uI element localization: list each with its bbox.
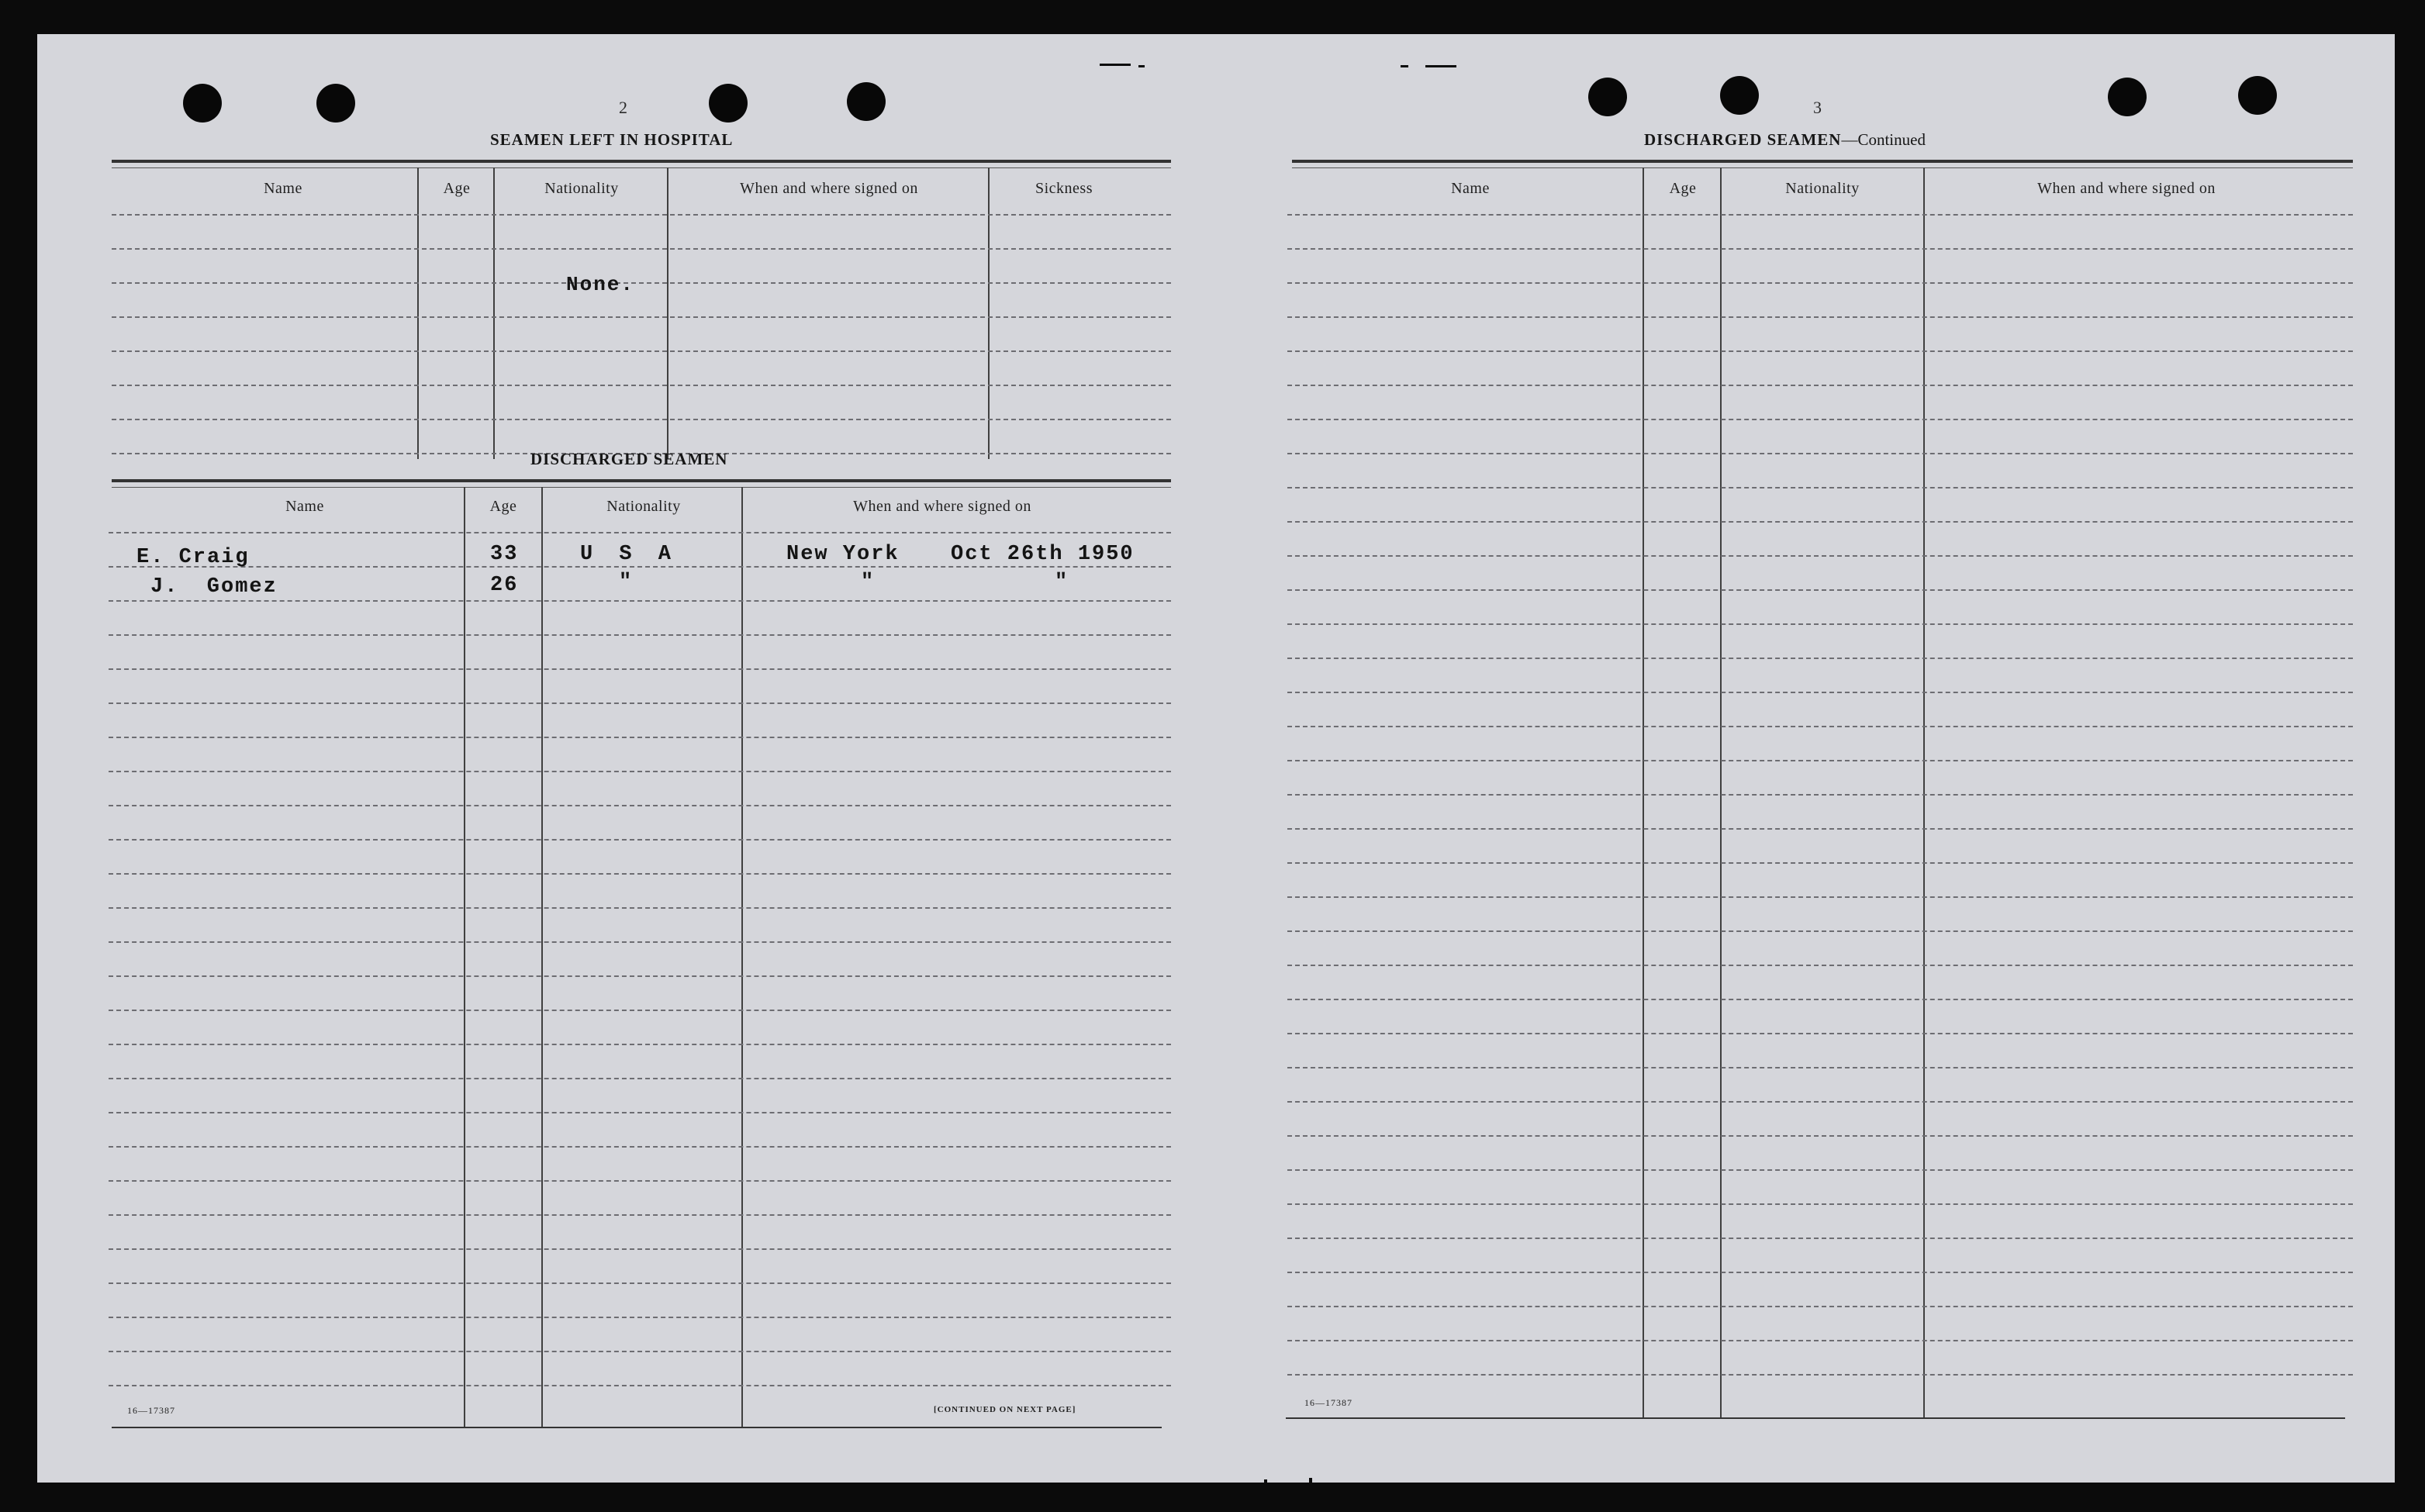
right-top-rule xyxy=(1292,160,2353,163)
hospital-top-rule xyxy=(112,160,1171,163)
table-row-line xyxy=(1287,419,2353,420)
punch-hole xyxy=(316,84,355,123)
right-col-nationality: Nationality xyxy=(1785,180,1860,197)
continued-note: [CONTINUED ON NEXT PAGE] xyxy=(934,1405,1076,1414)
punch-hole xyxy=(2108,78,2147,116)
punch-hole xyxy=(2238,76,2277,115)
table-row-line xyxy=(1287,385,2353,386)
punch-hole xyxy=(709,84,748,123)
table-row-line xyxy=(1287,658,2353,659)
discharged-top-rule-thin xyxy=(112,487,1171,488)
hospital-row-line xyxy=(112,248,1171,250)
continued-title-suffix: —Continued xyxy=(1841,130,1926,149)
table-row-line xyxy=(1287,1169,2353,1171)
punch-hole xyxy=(1588,78,1627,116)
table-row-line xyxy=(1287,316,2353,318)
table-row-line xyxy=(1287,726,2353,727)
table-row-line xyxy=(1287,828,2353,830)
hospital-section-title: SEAMEN LEFT IN HOSPITAL xyxy=(490,130,734,149)
table-row-line xyxy=(1287,692,2353,693)
punch-hole xyxy=(183,84,222,123)
punch-hole xyxy=(847,82,886,121)
hospital-row-line xyxy=(112,282,1171,284)
table-row-line xyxy=(1287,1101,2353,1103)
discharged-col-name: Name xyxy=(285,498,324,515)
table-row-line xyxy=(109,1214,1171,1216)
discharged-top-rule xyxy=(112,479,1171,482)
table-row-line xyxy=(109,907,1171,909)
page-number-left: 2 xyxy=(619,98,628,117)
table-row-line xyxy=(109,1282,1171,1284)
table-row-line xyxy=(1287,623,2353,625)
table-row-line xyxy=(109,1248,1171,1250)
table-row-line xyxy=(109,668,1171,670)
entry-nationality: " xyxy=(619,571,634,594)
entry-place: New York xyxy=(786,543,900,566)
table-row-line xyxy=(109,1112,1171,1113)
table-row-line xyxy=(1287,1203,2353,1205)
table-row-line xyxy=(109,771,1171,772)
table-row-line xyxy=(1287,1374,2353,1376)
table-row-line xyxy=(1287,555,2353,557)
table-row-line xyxy=(1287,896,2353,898)
discharged-divider xyxy=(464,487,465,1428)
table-row-line xyxy=(1287,521,2353,523)
table-row-line xyxy=(109,1317,1171,1318)
table-row-line xyxy=(109,941,1171,943)
entry-age: 26 xyxy=(490,574,519,597)
hospital-divider xyxy=(988,167,990,459)
hospital-row-line xyxy=(112,316,1171,318)
table-row-line xyxy=(1287,1135,2353,1137)
table-row-line xyxy=(1287,248,2353,250)
hospital-col-nationality: Nationality xyxy=(544,180,619,197)
hospital-row-line xyxy=(112,385,1171,386)
table-row-line xyxy=(109,839,1171,841)
table-row-line xyxy=(1287,1033,2353,1034)
table-row-line xyxy=(109,1351,1171,1352)
form-number-left: 16—17387 xyxy=(127,1405,175,1416)
entry-nationality: U S A xyxy=(580,543,679,566)
page-number-right: 3 xyxy=(1813,98,1822,117)
table-row-line xyxy=(109,873,1171,875)
form-sheet xyxy=(37,34,2395,1483)
table-row-line xyxy=(1287,1306,2353,1307)
hospital-row-line xyxy=(112,214,1171,216)
scan-mark xyxy=(1100,64,1131,66)
continued-title-text: DISCHARGED SEAMEN xyxy=(1644,130,1842,149)
right-col-signed-on: When and where signed on xyxy=(2037,180,2216,197)
scan-mark xyxy=(1425,65,1456,67)
table-row-line xyxy=(1287,1067,2353,1068)
table-row-line xyxy=(109,1180,1171,1182)
table-row-line xyxy=(1287,1340,2353,1341)
hospital-top-rule-thin xyxy=(112,167,1171,168)
entry-age: 33 xyxy=(490,543,519,566)
hospital-row-line xyxy=(112,419,1171,420)
table-row-line xyxy=(109,1146,1171,1148)
right-bottom-rule xyxy=(1286,1417,2345,1419)
hospital-divider xyxy=(667,167,668,459)
table-row-line xyxy=(109,737,1171,738)
right-divider xyxy=(1720,167,1722,1419)
right-divider xyxy=(1923,167,1925,1419)
table-row-line xyxy=(109,600,1171,602)
entry-date: " xyxy=(1055,571,1069,594)
right-col-age: Age xyxy=(1669,180,1697,197)
table-row-line xyxy=(1287,999,2353,1000)
table-row-line xyxy=(1287,1238,2353,1239)
table-row-line xyxy=(1287,350,2353,352)
table-row-line xyxy=(1287,760,2353,761)
right-col-name: Name xyxy=(1451,180,1490,197)
scan-mark xyxy=(1264,1479,1267,1483)
discharged-divider xyxy=(741,487,743,1428)
form-number-right: 16—17387 xyxy=(1304,1397,1352,1408)
hospital-col-sickness: Sickness xyxy=(1035,180,1093,197)
discharged-col-age: Age xyxy=(489,498,517,515)
entry-name: E. Craig xyxy=(136,546,250,569)
entry-place: " xyxy=(861,571,876,594)
punch-hole xyxy=(1720,76,1759,115)
table-row-line xyxy=(109,805,1171,806)
discharged-bottom-rule xyxy=(112,1427,1162,1428)
continued-section-title xyxy=(1644,130,1926,150)
hospital-divider xyxy=(493,167,495,459)
table-row-line xyxy=(109,566,1171,568)
hospital-none-entry: None. xyxy=(566,273,635,296)
scan-mark xyxy=(1309,1478,1312,1483)
hospital-divider xyxy=(417,167,419,459)
discharged-divider xyxy=(541,487,543,1428)
table-row-line xyxy=(109,532,1171,533)
scan-mark xyxy=(1138,65,1145,67)
entry-name: J. Gomez xyxy=(150,575,278,599)
table-row-line xyxy=(1287,862,2353,864)
table-row-line xyxy=(109,1044,1171,1045)
table-row-line xyxy=(1287,1272,2353,1273)
table-row-line xyxy=(109,1010,1171,1011)
hospital-col-name: Name xyxy=(264,180,302,197)
discharged-col-signed-on: When and where signed on xyxy=(853,498,1031,515)
table-row-line xyxy=(1287,214,2353,216)
discharged-section-title: DISCHARGED SEAMEN xyxy=(530,450,728,468)
table-row-line xyxy=(1287,487,2353,488)
right-top-rule-thin xyxy=(1292,167,2353,168)
discharged-col-nationality: Nationality xyxy=(606,498,681,515)
table-row-line xyxy=(1287,930,2353,932)
table-row-line xyxy=(1287,794,2353,796)
table-row-line xyxy=(109,975,1171,977)
table-row-line xyxy=(1287,965,2353,966)
hospital-row-line xyxy=(112,350,1171,352)
entry-date: Oct 26th 1950 xyxy=(951,543,1135,566)
table-row-line xyxy=(109,1385,1171,1386)
hospital-col-signed-on: When and where signed on xyxy=(740,180,918,197)
table-row-line xyxy=(1287,589,2353,591)
table-row-line xyxy=(1287,453,2353,454)
table-row-line xyxy=(109,702,1171,704)
table-row-line xyxy=(109,634,1171,636)
scan-mark xyxy=(1401,65,1408,67)
hospital-col-age: Age xyxy=(443,180,471,197)
table-row-line xyxy=(109,1078,1171,1079)
table-row-line xyxy=(1287,282,2353,284)
right-divider xyxy=(1643,167,1644,1419)
